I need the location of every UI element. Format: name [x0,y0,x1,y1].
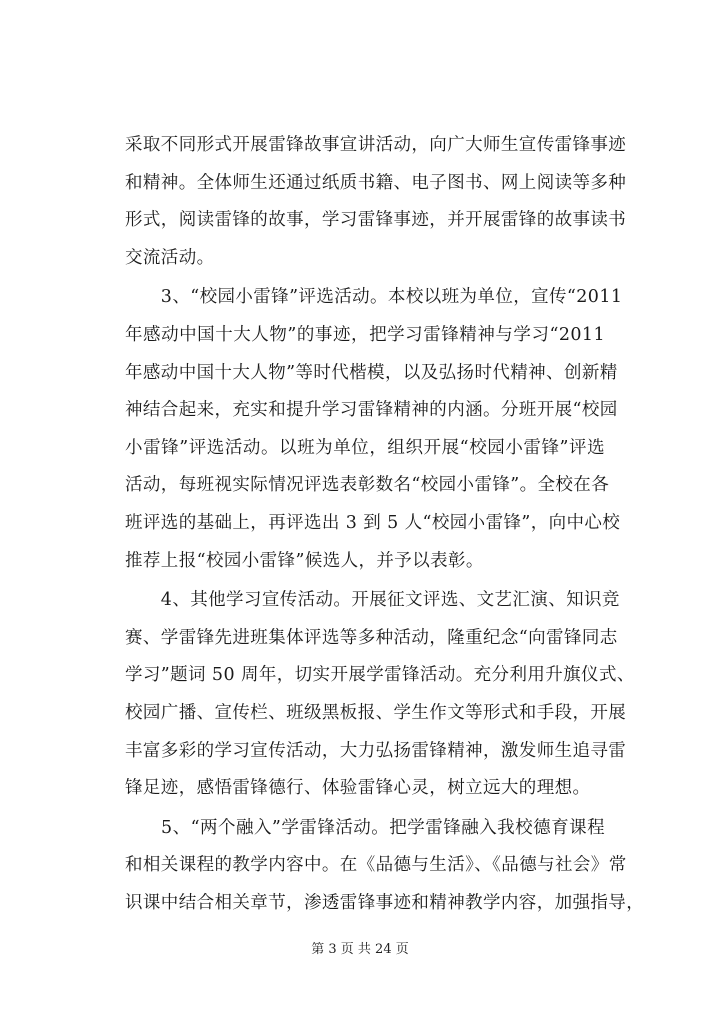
document-body [125,127,645,924]
text-line: 学习”题词 50 周年，切实开展学雷锋活动。充分利用升旗仪式、 [125,665,635,686]
paragraph-3 [125,582,635,808]
text-line: 识课中结合相关章节，渗透雷锋事迹和精神教学内容，加强指导， [125,892,645,913]
paragraph-2 [125,279,623,580]
text-line: 锋足迹，感悟雷锋德行、体验雷锋心灵，树立远大的理想。 [125,778,591,799]
text-line: 采取不同形式开展雷锋故事宣讲活动，向广大师生宣传雷锋事迹 [125,135,627,155]
text-line: 小雷锋”评选活动。以班为单位，组织开展“校园小雷锋”评选 [125,437,605,458]
text-line: 5、“两个融入”学雷锋活动。把学雷锋融入我校德育课程 [125,817,605,838]
text-line: 班评选的基础上，再评选出 3 到 5 人“校园小雷锋”，向中心校 [125,512,621,533]
text-line: 丰富多彩的学习宣传活动，大力弘扬雷锋精神，激发师生追寻雷 [125,740,627,761]
page-footer [0,938,720,957]
text-line: 校园广播、宣传栏、班级黑板报、学生作文等形式和手段，开展 [125,702,627,723]
text-line: 推荐上报“校园小雷锋”候选人，并予以表彰。 [125,550,484,571]
text-line: 3、“校园小雷锋”评选活动。本校以班为单位，宣传“2011 [125,287,623,308]
page-number-label: 第 3 页 共 24 页 [311,942,409,957]
paragraph-1 [125,127,627,277]
paragraph-4 [125,810,645,923]
text-line: 赛、学雷锋先进班集体评选等多种活动，隆重纪念“向雷锋同志 [125,627,618,648]
text-line: 神结合起来，充实和提升学习雷锋精神的内涵。分班开展“校园 [125,400,618,421]
text-line: 4、其他学习宣传活动。开展征文评选、文艺汇演、知识竞 [125,590,620,611]
text-line: 年感动中国十大人物”的事迹，把学习雷锋精神与学习“2011 [125,324,605,345]
text-line: 形式，阅读雷锋的故事，学习雷锋事迹，并开展雷锋的故事读书 [125,210,627,231]
text-line: 交流活动。 [125,247,215,268]
text-line: 和精神。全体师生还通过纸质书籍、电子图书、网上阅读等多种 [125,172,627,193]
text-line: 年感动中国十大人物”等时代楷模，以及弘扬时代精神、创新精 [125,362,618,383]
text-line: 和相关课程的教学内容中。在《品德与生活》、《品德与社会》常 [125,855,627,876]
text-line: 活动，每班视实际情况评选表彰数名“校园小雷锋”。全校在各 [125,475,610,496]
